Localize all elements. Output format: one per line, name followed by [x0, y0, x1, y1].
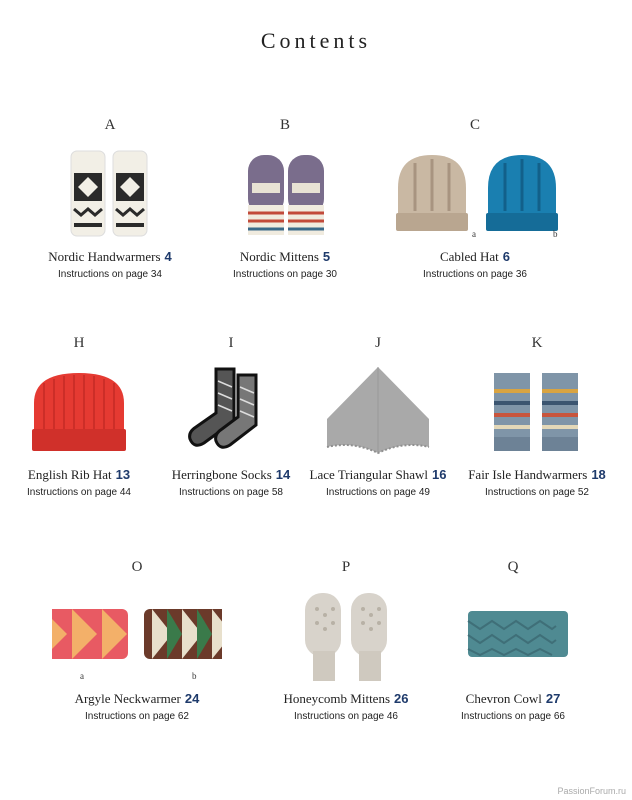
item-letter: P — [341, 559, 351, 575]
item-letter: K — [531, 335, 543, 351]
instructions-page[interactable]: 49 — [418, 487, 430, 498]
instructions-page[interactable]: 58 — [271, 487, 283, 498]
variant-b-label: b — [553, 229, 558, 239]
item-name-row — [200, 249, 370, 265]
item-name-row — [146, 467, 316, 483]
cowl-icon — [428, 585, 598, 685]
instructions-label: Instructions on page — [326, 487, 417, 498]
contents-item-c[interactable] — [390, 115, 560, 280]
instructions-page[interactable]: 62 — [177, 711, 189, 722]
instructions-page[interactable]: 36 — [515, 269, 527, 280]
item-letter: C — [469, 117, 480, 133]
instructions-label: Instructions on page — [179, 487, 270, 498]
item-instructions — [146, 487, 316, 498]
item-name: Chevron Cowl — [465, 691, 542, 706]
item-page-number[interactable]: 14 — [275, 467, 291, 482]
contents-item-a[interactable] — [25, 115, 195, 280]
item-page-number[interactable]: 4 — [164, 249, 172, 264]
item-instructions — [293, 487, 463, 498]
item-page-number[interactable]: 24 — [184, 691, 200, 706]
shawl-icon — [293, 361, 463, 461]
contents-item-i[interactable] — [146, 333, 316, 498]
instructions-label: Instructions on page — [485, 487, 576, 498]
item-page-number[interactable]: 18 — [591, 467, 606, 482]
instructions-page[interactable]: 66 — [553, 711, 565, 722]
item-name-row — [261, 691, 431, 707]
item-letter: A — [104, 117, 116, 133]
instructions-page[interactable]: 30 — [325, 269, 337, 280]
item-name-row — [390, 249, 560, 265]
item-instructions — [390, 269, 560, 280]
item-instructions — [52, 711, 222, 722]
honeycomb-mittens-icon — [261, 585, 431, 685]
item-name: Lace Triangular Shawl — [309, 467, 428, 482]
page-title: Contents — [260, 28, 372, 53]
item-name-row — [293, 467, 463, 483]
socks-icon — [146, 361, 316, 461]
item-name-row — [0, 467, 164, 483]
cabled-hat-icon — [390, 143, 560, 243]
item-instructions — [261, 711, 431, 722]
item-page-number[interactable]: 13 — [115, 467, 131, 482]
instructions-label: Instructions on page — [461, 711, 552, 722]
item-name: Nordic Handwarmers — [48, 249, 161, 264]
handwarmers-icon — [25, 143, 195, 243]
item-instructions — [452, 487, 622, 498]
item-name: English Rib Hat — [27, 467, 112, 482]
item-name-row — [428, 691, 598, 707]
contents-item-j[interactable] — [293, 333, 463, 498]
instructions-page[interactable]: 46 — [386, 711, 398, 722]
item-page-number[interactable]: 6 — [502, 249, 511, 264]
item-instructions — [200, 269, 370, 280]
item-page-number[interactable]: 16 — [431, 467, 447, 482]
instructions-page[interactable]: 44 — [119, 487, 131, 498]
watermark: PassionForum.ru — [557, 786, 626, 796]
item-page-number[interactable]: 27 — [545, 691, 561, 706]
item-name: Herringbone Socks — [171, 467, 272, 482]
contents-item-o[interactable] — [52, 557, 222, 722]
instructions-label: Instructions on page — [294, 711, 385, 722]
item-letter: O — [131, 559, 143, 575]
item-letter: H — [73, 335, 85, 351]
item-name: Cabled Hat — [439, 249, 499, 264]
instructions-label: Instructions on page — [58, 269, 149, 280]
item-name-row — [452, 467, 622, 483]
contents-item-q[interactable] — [428, 557, 598, 722]
fair-isle-handwarmers-icon — [452, 361, 622, 461]
instructions-page[interactable]: 34 — [150, 269, 162, 280]
item-name: Honeycomb Mittens — [283, 691, 391, 706]
instructions-page[interactable]: 52 — [577, 487, 589, 498]
rib-hat-icon — [0, 361, 164, 461]
variant-b-label: b — [192, 671, 197, 681]
item-instructions — [428, 711, 598, 722]
instructions-label: Instructions on page — [85, 711, 176, 722]
contents-item-h[interactable] — [0, 333, 164, 498]
item-instructions — [25, 269, 195, 280]
item-letter: Q — [507, 559, 519, 575]
item-page-number[interactable]: 5 — [322, 249, 331, 264]
variant-a-label: a — [472, 229, 476, 239]
item-page-number[interactable]: 26 — [394, 691, 409, 706]
instructions-label: Instructions on page — [423, 269, 514, 280]
neckwarmer-icon — [52, 585, 222, 685]
instructions-label: Instructions on page — [233, 269, 324, 280]
item-name-row — [25, 249, 195, 265]
item-name-row — [52, 691, 222, 707]
variant-a-label: a — [80, 671, 84, 681]
item-name: Nordic Mittens — [239, 249, 319, 264]
item-letter: I — [228, 335, 234, 351]
instructions-label: Instructions on page — [27, 487, 118, 498]
item-instructions — [0, 487, 164, 498]
item-name: Argyle Neckwarmer — [74, 691, 181, 706]
mittens-icon — [200, 143, 370, 243]
contents-item-p[interactable] — [261, 557, 431, 722]
contents-item-k[interactable] — [452, 333, 622, 498]
item-name: Fair Isle Handwarmers — [468, 467, 588, 482]
item-letter: J — [375, 335, 381, 351]
contents-item-b[interactable] — [200, 115, 370, 280]
item-letter: B — [279, 117, 290, 133]
